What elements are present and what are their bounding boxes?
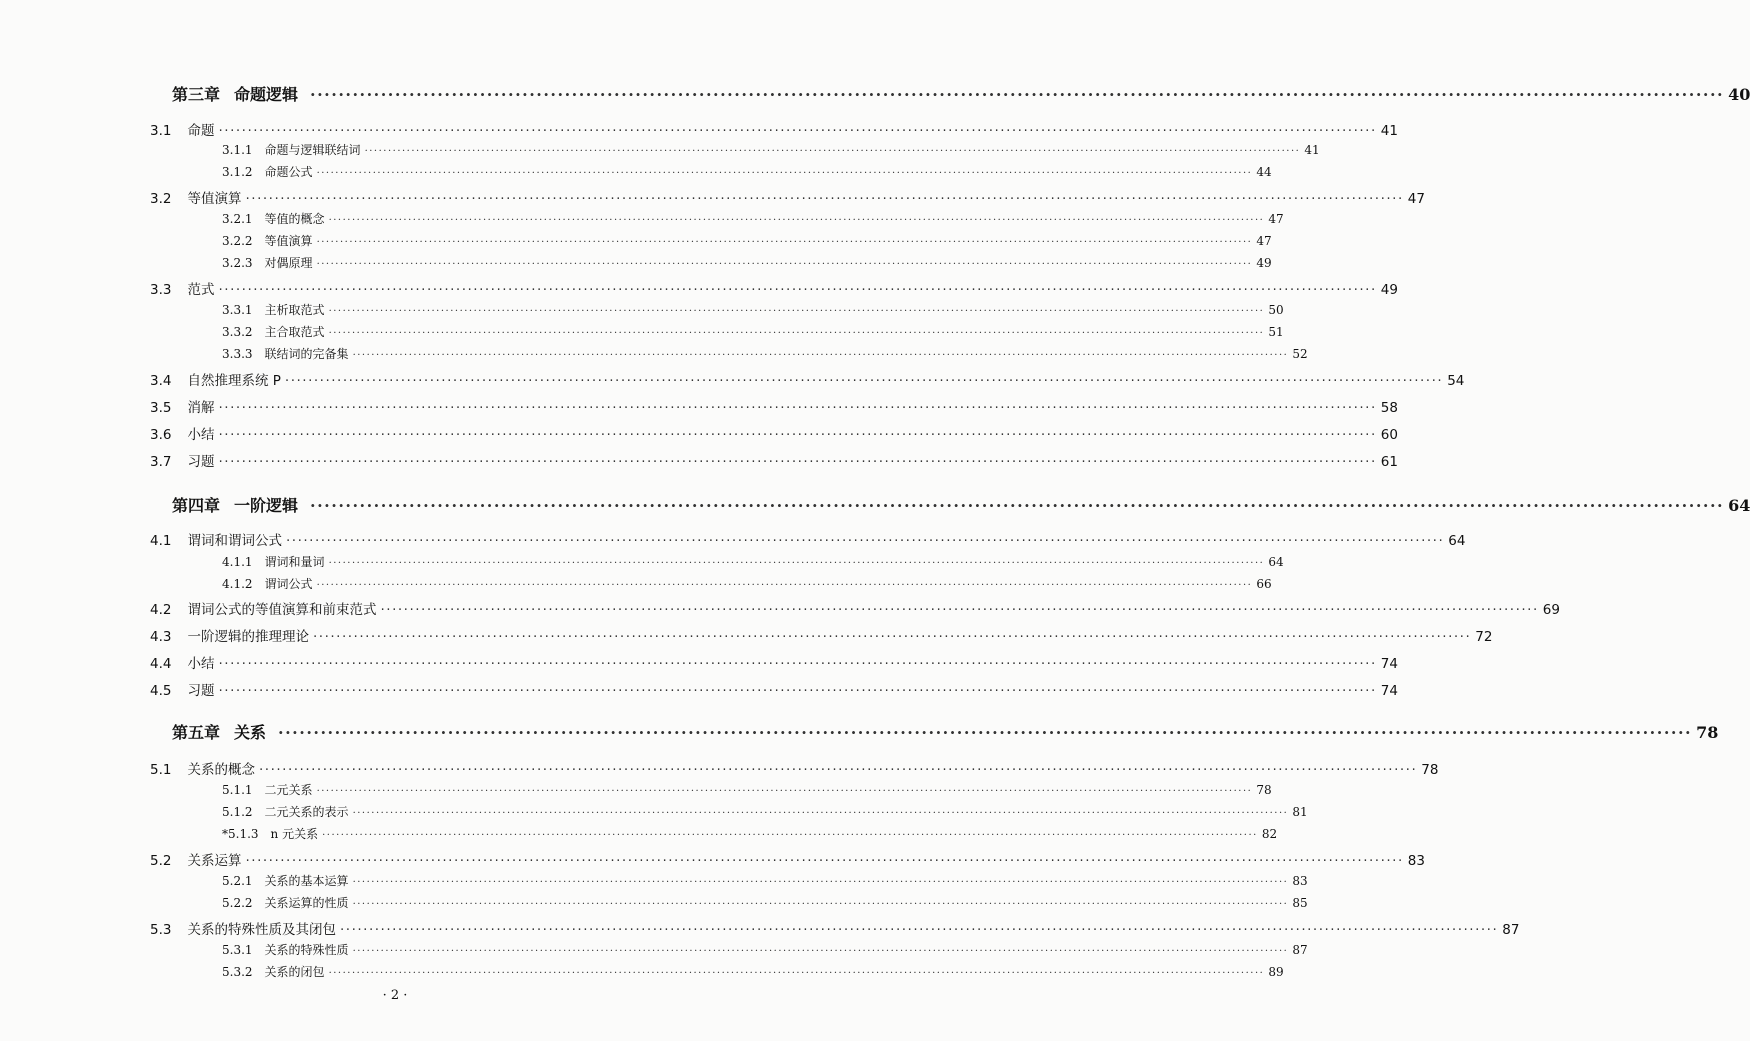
chapter-heading (172, 720, 1719, 743)
dot-leader: ········································································································································································································ (218, 656, 1377, 672)
section-entry (150, 450, 1398, 470)
section-entry-page: 54 (1447, 373, 1465, 389)
subsection-entry-number: 3.1.1 (222, 143, 253, 157)
subsection-entry-page: 85 (1292, 896, 1308, 910)
subsection-entry-number: 5.3.1 (222, 943, 253, 957)
subsection-entry-title: 关系运算的性质 (264, 896, 349, 910)
chapter-heading-number: 第四章 (172, 496, 221, 515)
section-entry-number: 3.4 (150, 373, 172, 389)
subsection-entry (222, 781, 1272, 798)
subsection-entry-page: 44 (1256, 165, 1272, 179)
subsection-entry-number: 3.1.2 (222, 165, 253, 179)
chapter-heading-title: 一阶逻辑 (234, 496, 299, 515)
subsection-entry-number: 3.3.1 (222, 303, 253, 317)
section-entry-title: 自然推理系统 P (187, 373, 281, 389)
subsection-entry-title: 联结词的完备集 (264, 347, 349, 361)
section-entry-title: 等值演算 (187, 191, 242, 207)
dot-leader: ········································································································································································································ (364, 146, 1301, 157)
dot-leader: ········································································································································································································ (312, 629, 1472, 645)
section-entry-page: 69 (1542, 602, 1560, 618)
chapter-heading (172, 82, 1750, 105)
subsection-entry-page: 82 (1261, 827, 1278, 841)
section-entry-page: 74 (1380, 656, 1398, 672)
section-entry-number: 4.1 (150, 533, 172, 549)
subsection-entry (222, 941, 1308, 958)
section-entry-title: 一阶逻辑的推理理论 (187, 629, 309, 645)
section-entry-page: 49 (1380, 282, 1398, 298)
subsection-entry-number: 3.2.1 (222, 212, 253, 226)
subsection-entry-page: 49 (1256, 256, 1272, 270)
section-entry (150, 423, 1398, 443)
dot-leader: ········································································································································································································ (352, 946, 1289, 957)
dot-leader: ········································································································································································································ (278, 723, 1693, 742)
dot-leader: ········································································································································································································ (218, 123, 1377, 139)
subsection-entry-page: 78 (1256, 783, 1272, 797)
section-entry (150, 119, 1398, 139)
chapter-heading-page: 64 (1728, 496, 1750, 515)
dot-leader: ········································································································································································································ (258, 762, 1418, 778)
dot-leader: ········································································································································································································ (339, 922, 1499, 938)
subsection-entry-title: 关系的特殊性质 (264, 943, 349, 957)
subsection-entry-page: 51 (1268, 325, 1284, 339)
section-entry (150, 625, 1493, 645)
chapter-heading-title: 命题逻辑 (234, 85, 299, 104)
section-entry-title: 习题 (187, 454, 215, 470)
section-entry-number: 3.3 (150, 282, 172, 298)
subsection-entry (222, 872, 1308, 889)
dot-leader: ········································································································································································································ (316, 786, 1253, 797)
dot-leader: ········································································································································································································ (218, 282, 1377, 298)
subsection-entry-title: 关系的基本运算 (264, 874, 349, 888)
section-entry-page: 61 (1380, 454, 1398, 470)
subsection-entry (222, 141, 1320, 158)
dot-leader: ········································································································································································································ (310, 496, 1725, 515)
dot-leader: ········································································································································································································ (218, 683, 1377, 699)
dot-leader: ········································································································································································································ (245, 853, 1404, 869)
subsection-entry-title: 谓词和量词 (264, 555, 325, 569)
dot-leader: ········································································································································································································ (352, 350, 1289, 361)
section-entry (150, 918, 1520, 938)
page-number: · 2 · (382, 988, 408, 1003)
section-entry (150, 849, 1425, 869)
subsection-entry-number: 5.2.2 (222, 896, 253, 910)
section-entry (150, 679, 1398, 699)
dot-leader: ········································································································································································································ (328, 328, 1265, 339)
subsection-entry (222, 210, 1284, 227)
section-entry-page: 78 (1421, 762, 1439, 778)
dot-leader: ········································································································································································································ (380, 602, 1539, 618)
subsection-entry (222, 323, 1284, 340)
subsection-entry-number: 5.1.2 (222, 805, 253, 819)
chapter-heading-number: 第五章 (172, 723, 221, 742)
section-entry-page: 74 (1380, 683, 1398, 699)
subsection-entry (222, 301, 1284, 318)
subsection-entry-page: 64 (1268, 555, 1284, 569)
subsection-entry-title: 等值演算 (264, 234, 313, 248)
dot-leader: ········································································································································································································ (316, 259, 1253, 270)
subsection-entry-page: 89 (1268, 965, 1284, 979)
subsection-entry (222, 894, 1308, 911)
subsection-entry-number: 4.1.1 (222, 555, 253, 569)
section-entry (150, 278, 1398, 298)
section-entry (150, 369, 1465, 389)
dot-leader: ········································································································································································································ (285, 533, 1445, 549)
dot-leader: ········································································································································································································ (328, 306, 1265, 317)
section-entry-page: 72 (1475, 629, 1493, 645)
subsection-entry-title: 等值的概念 (264, 212, 325, 226)
subsection-entry-page: 47 (1268, 212, 1284, 226)
section-entry-number: 5.1 (150, 762, 172, 778)
section-entry (150, 396, 1398, 416)
dot-leader: ········································································································································································································ (245, 191, 1404, 207)
subsection-entry-number: *5.1.3 (222, 827, 259, 841)
section-entry-title: 小结 (187, 427, 215, 443)
subsection-entry-title: 对偶原理 (264, 256, 313, 270)
subsection-entry-number: 3.3.3 (222, 347, 253, 361)
dot-leader: ········································································································································································································ (310, 85, 1725, 104)
subsection-entry (222, 163, 1272, 180)
subsection-entry-number: 5.2.1 (222, 874, 253, 888)
subsection-entry-number: 4.1.2 (222, 577, 253, 591)
subsection-entry-page: 52 (1292, 347, 1308, 361)
section-entry-number: 5.3 (150, 922, 172, 938)
subsection-entry-number: 5.1.1 (222, 783, 253, 797)
subsection-entry (222, 575, 1272, 592)
subsection-entry (222, 553, 1284, 570)
subsection-entry-title: 命题与逻辑联结词 (264, 143, 361, 157)
section-entry-title: 习题 (187, 683, 215, 699)
dot-leader: ········································································································································································································ (284, 373, 1444, 389)
dot-leader: ········································································································································································································ (328, 215, 1265, 226)
subsection-entry-page: 47 (1256, 234, 1272, 248)
dot-leader: ········································································································································································································ (316, 168, 1253, 179)
section-entry-title: 谓词公式的等值演算和前束范式 (187, 602, 377, 618)
section-entry-number: 4.4 (150, 656, 172, 672)
chapter-heading-page: 40 (1728, 85, 1750, 104)
subsection-entry-title: 谓词公式 (264, 577, 313, 591)
dot-leader: ········································································································································································································ (316, 580, 1253, 591)
section-entry-number: 4.2 (150, 602, 172, 618)
chapter-heading-page: 78 (1696, 723, 1719, 742)
subsection-entry-page: 66 (1256, 577, 1272, 591)
dot-leader: ········································································································································································································ (352, 877, 1289, 888)
subsection-entry-number: 3.3.2 (222, 325, 253, 339)
subsection-entry-page: 50 (1268, 303, 1284, 317)
section-entry (150, 758, 1439, 778)
section-entry-title: 命题 (187, 123, 215, 139)
subsection-entry-title: 关系的闭包 (264, 965, 325, 979)
section-entry (150, 652, 1398, 672)
subsection-entry (222, 254, 1272, 271)
subsection-entry (222, 803, 1308, 820)
section-entry-number: 3.1 (150, 123, 172, 139)
section-entry-title: 消解 (187, 400, 215, 416)
section-entry-title: 关系的特殊性质及其闭包 (187, 922, 336, 938)
section-entry-number: 5.2 (150, 853, 172, 869)
subsection-entry-page: 87 (1292, 943, 1308, 957)
subsection-entry-page: 81 (1292, 805, 1308, 819)
dot-leader: ········································································································································································································ (316, 237, 1253, 248)
subsection-entry-page: 83 (1292, 874, 1308, 888)
section-entry-page: 41 (1380, 123, 1398, 139)
subsection-entry-title: 命题公式 (264, 165, 313, 179)
subsection-entry-title: n 元关系 (270, 827, 319, 841)
section-entry-title: 范式 (187, 282, 215, 298)
subsection-entry-title: 二元关系的表示 (264, 805, 349, 819)
section-entry-number: 3.6 (150, 427, 172, 443)
dot-leader: ········································································································································································································ (352, 808, 1289, 819)
section-entry-title: 小结 (187, 656, 215, 672)
chapter-heading (172, 493, 1750, 516)
subsection-entry-number: 3.2.3 (222, 256, 253, 270)
section-entry-title: 谓词和谓词公式 (187, 533, 282, 549)
section-entry (150, 598, 1560, 618)
section-entry (150, 529, 1466, 549)
subsection-entry-number: 3.2.2 (222, 234, 253, 248)
section-entry-page: 83 (1407, 853, 1425, 869)
section-entry-page: 64 (1448, 533, 1466, 549)
dot-leader: ········································································································································································································ (352, 899, 1289, 910)
dot-leader: ········································································································································································································ (218, 427, 1377, 443)
section-entry-title: 关系运算 (187, 853, 242, 869)
dot-leader: ········································································································································································································ (322, 830, 1258, 841)
dot-leader: ········································································································································································································ (218, 400, 1377, 416)
subsection-entry-title: 主析取范式 (264, 303, 325, 317)
section-entry-page: 58 (1380, 400, 1398, 416)
subsection-entry-page: 41 (1304, 143, 1320, 157)
section-entry-page: 87 (1502, 922, 1520, 938)
dot-leader: ········································································································································································································ (328, 968, 1265, 979)
subsection-entry (222, 963, 1284, 980)
chapter-heading-title: 关系 (234, 723, 267, 742)
section-entry-number: 3.2 (150, 191, 172, 207)
section-entry (150, 187, 1425, 207)
dot-leader: ········································································································································································································ (328, 558, 1265, 569)
subsection-entry-title: 主合取范式 (264, 325, 325, 339)
section-entry-number: 4.5 (150, 683, 172, 699)
section-entry-number: 3.5 (150, 400, 172, 416)
subsection-entry-title: 二元关系 (264, 783, 313, 797)
subsection-entry (222, 232, 1272, 249)
section-entry-page: 47 (1407, 191, 1425, 207)
subsection-entry (222, 345, 1308, 362)
subsection-entry-number: 5.3.2 (222, 965, 253, 979)
dot-leader: ········································································································································································································ (218, 454, 1377, 470)
section-entry-number: 3.7 (150, 454, 172, 470)
subsection-entry (222, 825, 1278, 842)
section-entry-number: 4.3 (150, 629, 172, 645)
section-entry-page: 60 (1380, 427, 1398, 443)
chapter-heading-number: 第三章 (172, 85, 221, 104)
section-entry-title: 关系的概念 (187, 762, 255, 778)
